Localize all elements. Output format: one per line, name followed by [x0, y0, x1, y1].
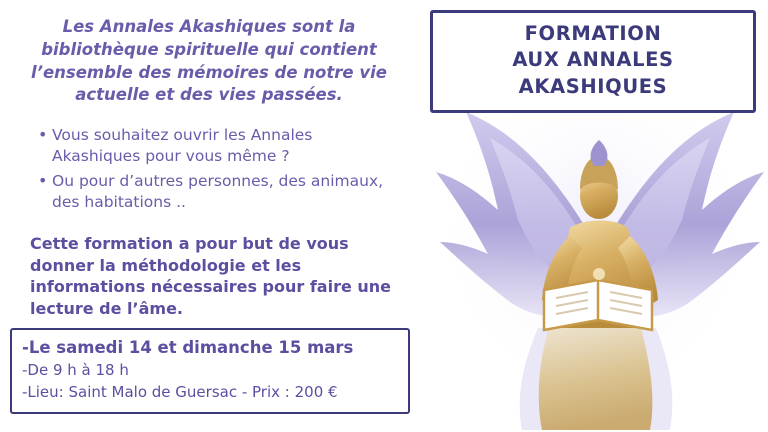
light-orb [593, 268, 605, 280]
purpose-paragraph: Cette formation a pour but de vous donner la méthodologie et les informations nécessaires pour faire une lecture de l’âme. [30, 233, 392, 318]
event-time: -De 9 h à 18 h [22, 361, 129, 380]
angel-illustration [418, 78, 768, 432]
page-title: FORMATION [524, 22, 662, 45]
right-visual-column [418, 0, 768, 432]
title-box [430, 10, 756, 113]
intro-paragraph: Les Annales Akashiques sont la bibliothèque spirituelle qui contient l’ensemble des mémoires de notre vie actuelle et des vies passées. [31, 17, 387, 105]
robe-skirt [539, 324, 653, 430]
list-item: • Ou pour d’autres personnes, des animaux, des habitations .. [38, 171, 404, 213]
page-subtitle: AUX ANNALES AKASHIQUES [512, 48, 674, 98]
list-item: • Vous souhaitez ouvrir les Annales Akashiques pour vous même ? [38, 125, 404, 167]
winged-angel-icon [418, 78, 768, 432]
event-details-box [10, 328, 410, 414]
bullet-list [18, 125, 404, 213]
event-date: -Le samedi 14 et dimanche 15 mars [22, 338, 354, 357]
event-location-price: -Lieu: Saint Malo de Guersac - Prix : 200 € [22, 383, 338, 402]
